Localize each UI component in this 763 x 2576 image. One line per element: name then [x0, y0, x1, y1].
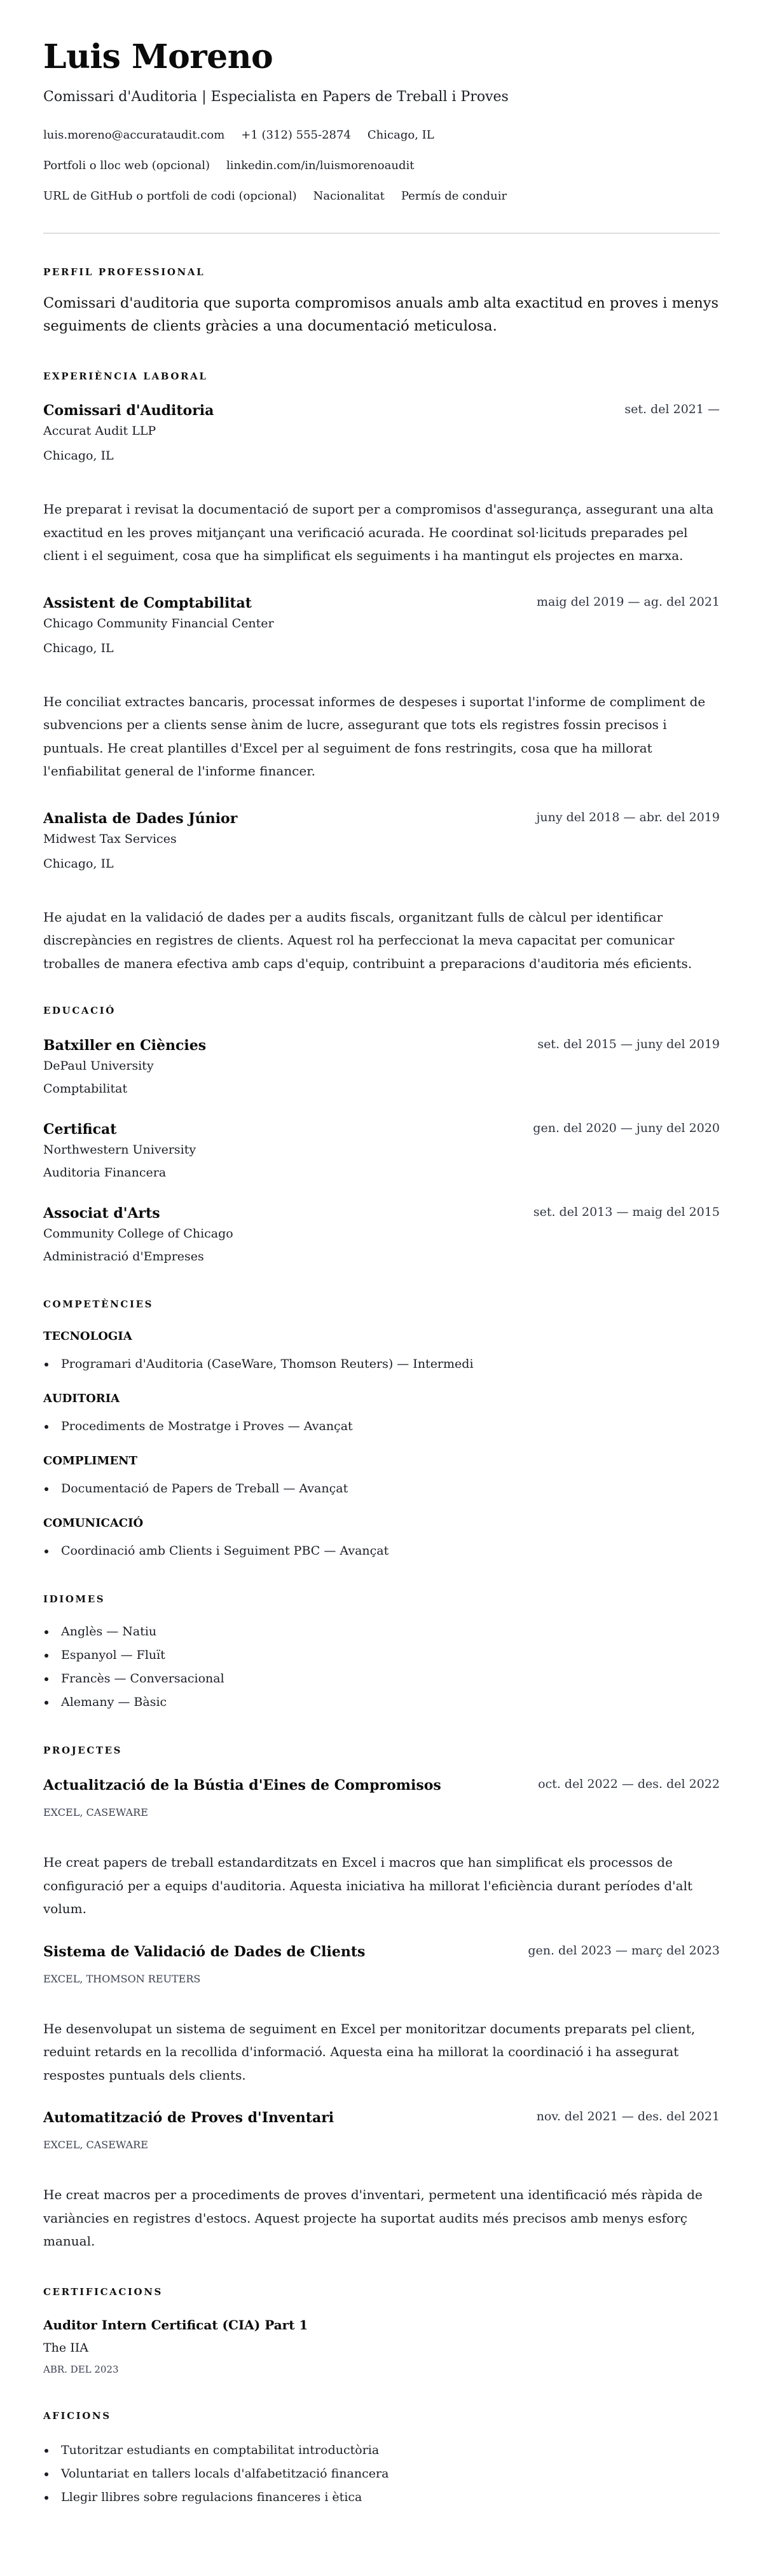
skills-section — [43, 1298, 720, 1560]
entry-header — [43, 1036, 720, 1055]
bullet-icon — [45, 1425, 48, 1429]
list-item-text: Alemany — Bàsic — [61, 1695, 167, 1709]
list-item — [43, 2486, 720, 2509]
hobbies-list — [43, 2439, 720, 2509]
project-title: Sistema de Validació de Dades de Clients — [43, 1943, 366, 1960]
bullet-icon — [45, 2472, 48, 2476]
bullet-icon — [45, 1550, 48, 1553]
bullet-icon — [45, 1630, 48, 1634]
project-title: Actualització de la Bústia d'Eines de Compromisos — [43, 1777, 441, 1794]
bullet-icon — [45, 1701, 48, 1705]
job-location: Chicago, IL — [43, 856, 114, 871]
education-entry — [43, 1204, 720, 1265]
list-item — [43, 1541, 720, 1560]
entry-header — [43, 1204, 720, 1223]
job-entry — [43, 809, 720, 976]
resume-header — [43, 0, 720, 206]
list-item — [43, 1644, 720, 1667]
certification-title: Auditor Intern Certificat (CIA) Part 1 — [43, 2317, 308, 2333]
skill-category: COMUNICACIÓ — [43, 1516, 144, 1530]
linkedin-link[interactable]: linkedin.com/in/luismorenoaudit — [226, 159, 415, 172]
summary-text: Comissari d'auditoria que suporta compromisos anuals amb alta exactitud en proves i menys seguiments de clients gràcies a una documentació meticulosa. — [43, 295, 719, 334]
date-range: set. del 2015 — juny del 2019 — [537, 1037, 720, 1051]
list-item-text: Francès — Conversacional — [61, 1672, 224, 1686]
list-item — [43, 1479, 720, 1498]
field-of-study: Comptabilitat — [43, 1082, 128, 1096]
field-of-study: Auditoria Financera — [43, 1166, 167, 1180]
school-name: DePaul University — [43, 1059, 154, 1073]
entry-header — [43, 2108, 720, 2127]
company-name: Chicago Community Financial Center — [43, 616, 274, 630]
project-entry — [43, 2108, 720, 2253]
list-item-text: Anglès — Natiu — [61, 1625, 157, 1639]
driving-license: Permís de conduir — [401, 189, 507, 203]
section-heading: AFICIONS — [43, 2409, 111, 2422]
job-entry — [43, 401, 720, 568]
skill-category: TECNOLOGIA — [43, 1330, 132, 1343]
entry-header — [43, 401, 720, 420]
project-description: He desenvolupat un sistema de seguiment en Excel per monitoritzar documents preparats pel client, reduint retards en la recollida d'informació. Aquesta eina ha millorat la coordinació i ha assegurat respostes puntuals dels clients. — [43, 2021, 696, 2083]
entry-header — [43, 594, 720, 613]
hobbies-section — [43, 2409, 720, 2509]
bullet-icon — [45, 1363, 48, 1366]
degree-title: Batxiller en Ciències — [43, 1037, 207, 1054]
list-item-text: Llegir llibres sobre regulacions financeres i ètica — [61, 2490, 362, 2504]
section-heading: EDUCACIÓ — [43, 1005, 116, 1016]
portfolio-link[interactable]: Portfoli o lloc web (opcional) — [43, 159, 210, 172]
summary-section — [43, 266, 720, 337]
skill-list — [43, 1479, 720, 1498]
location: Chicago, IL — [367, 128, 434, 142]
certification-date: ABR. DEL 2023 — [43, 2363, 119, 2375]
candidate-name: Luis Moreno — [43, 37, 273, 76]
school-name: Northwestern University — [43, 1143, 196, 1157]
languages-section — [43, 1593, 720, 1714]
languages-list — [43, 1620, 720, 1714]
project-description: He creat papers de treball estandarditzats en Excel i macros que han simplificat els processos de configuració per a equips d'auditoria. Aquesta iniciativa ha millorat l'eficiència durant períodes d'alt volum. — [43, 1855, 693, 1916]
company-name: Accurat Audit LLP — [43, 424, 156, 438]
certifications-section — [43, 2286, 720, 2377]
education-section — [43, 1004, 720, 1265]
job-title: Analista de Dades Júnior — [43, 810, 238, 827]
job-location: Chicago, IL — [43, 641, 114, 655]
job-entry — [43, 594, 720, 783]
job-title: Comissari d'Auditoria — [43, 402, 214, 419]
certification-entry — [43, 2316, 720, 2377]
job-description: He ajudat en la validació de dades per a audits fiscals, organitzant fulls de càlcul per identificar discrepàncies en registres de clients. Aquest rol ha perfeccionat la meva capacitat per comunicar troballes de manera efectiva amb caps d'equip, contribuint a preparacions d'auditoria més eficients. — [43, 909, 692, 971]
company-name: Midwest Tax Services — [43, 831, 177, 846]
degree-title: Certificat — [43, 1121, 117, 1138]
list-item-text: Programari d'Auditoria (CaseWare, Thomson Reuters) — Intermedi — [61, 1357, 474, 1371]
job-location: Chicago, IL — [43, 449, 114, 463]
date-range: gen. del 2020 — juny del 2020 — [533, 1121, 720, 1135]
contact-row — [43, 126, 720, 145]
date-range: oct. del 2022 — des. del 2022 — [538, 1777, 720, 1791]
list-item — [43, 1691, 720, 1714]
skill-list — [43, 1354, 720, 1373]
date-range: nov. del 2021 — des. del 2021 — [536, 2109, 720, 2123]
date-range: set. del 2013 — maig del 2015 — [533, 1205, 720, 1219]
degree-title: Associat d'Arts — [43, 1205, 160, 1222]
project-tags: EXCEL, THOMSON REUTERS — [43, 1972, 201, 1985]
contact-row — [43, 156, 720, 175]
projects-section — [43, 1744, 720, 2253]
bullet-icon — [45, 1677, 48, 1681]
bullet-icon — [45, 1654, 48, 1658]
list-item — [43, 1620, 720, 1644]
list-item-text: Voluntariat en tallers locals d'alfabetització financera — [61, 2466, 389, 2481]
job-description: He conciliat extractes bancaris, processat informes de despeses i suportat l'informe de compliment de subvencions per a clients sense ànim de lucre, assegurant que tots els registres fossin precisos i puntuals. He creat plantilles d'Excel per al seguiment de fons restringits, cosa que ha millorat l'enfiabilitat general de l'informe financer. — [43, 693, 706, 779]
section-heading: CERTIFICACIONS — [43, 2286, 163, 2298]
entry-header — [43, 1942, 720, 1961]
job-description: He preparat i revisat la documentació de suport per a compromisos d'assegurança, assegurant una alta exactitud en les proves mitjançant una verificació acurada. He coordinat sol·licituds preparades pel client i el seguiment, cosa que ha simplificat els seguiments i ha mantingut els projectes en marxa. — [43, 501, 714, 563]
list-item — [43, 1667, 720, 1691]
list-item-text: Coordinació amb Clients i Seguiment PBC — Avançat — [61, 1544, 389, 1558]
date-range: juny del 2018 — abr. del 2019 — [536, 810, 720, 824]
section-heading: PERFIL PROFESSIONAL — [43, 266, 205, 278]
date-range: set. del 2021 — — [624, 402, 720, 416]
bullet-icon — [45, 2496, 48, 2500]
job-title: Assistent de Comptabilitat — [43, 594, 252, 611]
skill-list — [43, 1417, 720, 1436]
skill-category: COMPLIMENT — [43, 1454, 138, 1468]
section-heading: EXPERIÈNCIA LABORAL — [43, 371, 208, 382]
experience-section — [43, 370, 720, 975]
education-entry — [43, 1036, 720, 1098]
bullet-icon — [45, 1487, 48, 1491]
email-link[interactable]: luis.moreno@accurataudit.com — [43, 128, 225, 142]
section-heading: IDIOMES — [43, 1593, 106, 1605]
header-divider — [43, 233, 720, 234]
project-title: Automatització de Proves d'Inventari — [43, 2109, 334, 2126]
project-tags: EXCEL, CASEWARE — [43, 2139, 148, 2151]
phone-number: +1 (312) 555-2874 — [241, 128, 351, 142]
nationality: Nacionalitat — [313, 189, 385, 203]
date-range: gen. del 2023 — març del 2023 — [528, 1943, 720, 1958]
contact-row — [43, 187, 720, 206]
field-of-study: Administració d'Empreses — [43, 1250, 204, 1264]
list-item — [43, 2462, 720, 2486]
project-entry — [43, 1776, 720, 1921]
entry-header — [43, 1120, 720, 1139]
entry-header — [43, 809, 720, 828]
list-item — [43, 2439, 720, 2462]
github-link[interactable]: URL de GitHub o portfoli de codi (opcional) — [43, 189, 297, 203]
project-description: He creat macros per a procediments de proves d'inventari, permetent una identificació més ràpida de variàncies en registres d'estocs. Aquest projecte ha suportat audits més precisos amb menys esforç manual. — [43, 2187, 703, 2249]
list-item-text: Documentació de Papers de Treball — Avançat — [61, 1482, 348, 1496]
list-item-text: Procediments de Mostratge i Proves — Avançat — [61, 1419, 353, 1433]
entry-header — [43, 1776, 720, 1795]
skill-list — [43, 1541, 720, 1560]
date-range: maig del 2019 — ag. del 2021 — [536, 594, 720, 609]
project-tags: EXCEL, CASEWARE — [43, 1806, 148, 1818]
bullet-icon — [45, 2449, 48, 2453]
candidate-headline: Comissari d'Auditoria | Especialista en Papers de Treball i Proves — [43, 89, 509, 105]
list-item-text: Espanyol — Fluït — [61, 1648, 165, 1662]
section-heading: PROJECTES — [43, 1745, 123, 1756]
school-name: Community College of Chicago — [43, 1227, 233, 1241]
project-entry — [43, 1942, 720, 2087]
section-heading: COMPETÈNCIES — [43, 1298, 154, 1310]
certification-issuer: The IIA — [43, 2340, 88, 2355]
list-item-text: Tutoritzar estudiants en comptabilitat introductòria — [61, 2443, 380, 2457]
list-item — [43, 1417, 720, 1436]
skill-category: AUDITORIA — [43, 1392, 120, 1405]
education-entry — [43, 1120, 720, 1182]
list-item — [43, 1354, 720, 1373]
